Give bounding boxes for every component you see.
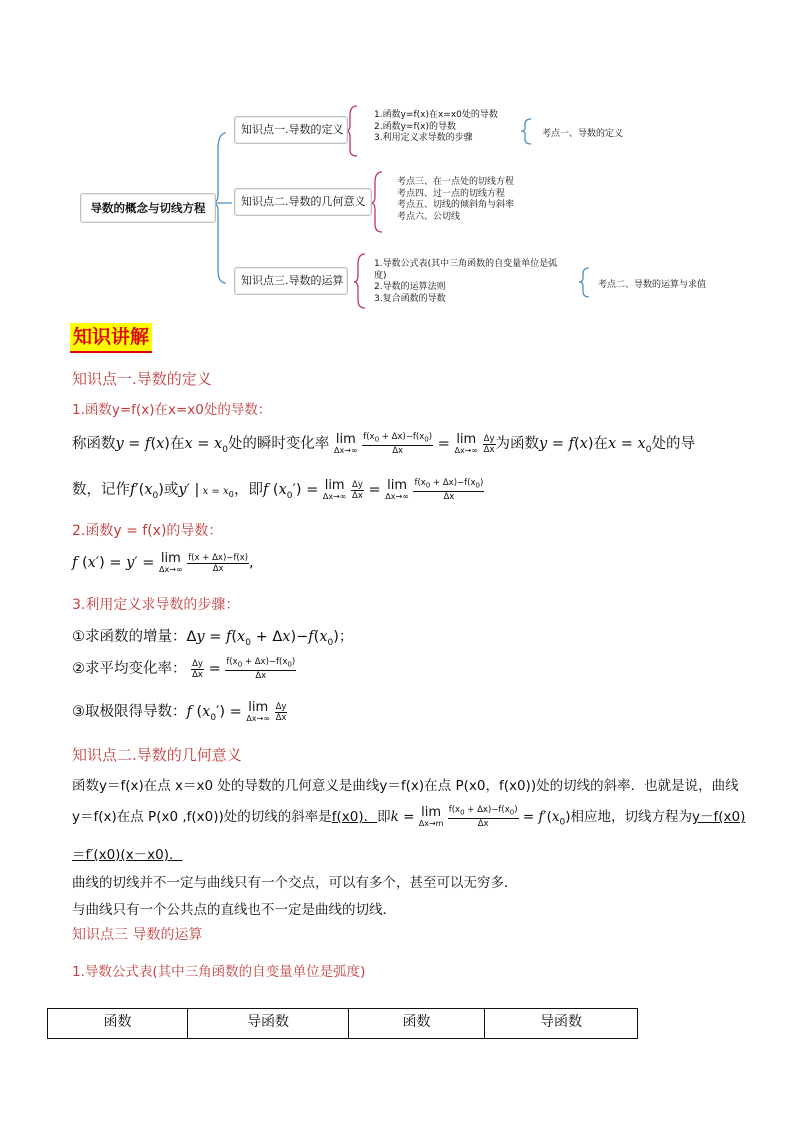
list-item: 考点五、切线的倾斜角与斜率	[397, 200, 515, 210]
kp1-definition-line2: 数，记作$f'(x_0)$或y′ | $x = x_0$，即f $(x_0') = \lim$ Δx→∞ $\frac{\Delta y}{\Delta x}$ = lim Δx→∞ $\frac{f(x_0 + \Delta x)-f(x_0)}{\Delta x}$	[72, 478, 484, 502]
section-heading: 知识讲解	[70, 323, 152, 353]
mindmap-branch-1: 知识点一.导数的定义	[234, 116, 348, 144]
table-header-function-1: 函数	[48, 1009, 188, 1039]
list-item: 1.导数公式表(其中三角函数的自变量单位是弧	[374, 259, 558, 269]
kp1-step3: ③取极限得导数：f $(x_0') = \lim$ Δx→∞ $\frac{\Delta y}{\Delta x}$	[72, 700, 287, 723]
table-header-function-2: 函数	[349, 1009, 485, 1039]
kp2-line5: 与曲线只有一个公共点的直线也不一定是曲线的切线．	[72, 902, 396, 918]
table-row	[48, 1009, 638, 1039]
kp1-step2: ②求平均变化率： $\frac{\Delta y}{\Delta x}$ = $\frac{f(x_0 + \Delta x)-f(x_0)}{\Delta x}$	[72, 657, 296, 681]
kp2-line1: 函数y＝f(x)在点 x＝x0 处的导数的几何意义是曲线y＝f(x)在点 P(x0，f(x0))处的切线的斜率．也就是说，曲线	[72, 778, 739, 794]
mindmap-branch-3-items	[374, 259, 557, 305]
table-header-derivative-2: 导函数	[485, 1009, 638, 1039]
list-item: 1.函数y=f(x)在x=x0处的导数	[374, 110, 498, 120]
kp1-sub2: 2.函数y = f(x)的导数：	[72, 523, 223, 539]
kp1-sub1: 1.函数y=f(x)在x=x0处的导数：	[72, 402, 272, 418]
kp2-title: 知识点二.导数的几何意义	[72, 746, 242, 764]
list-item: 度)	[374, 270, 387, 281]
mindmap-kaodian-2: 考点二、导数的运算与求值	[598, 280, 707, 290]
kp1-step1: ①求函数的增量：$\Delta y = f(x_0 + \Delta x)-f(x_0)$；	[72, 629, 354, 648]
list-item: 3.利用定义求导数的步骤	[374, 133, 473, 143]
kp2-line2: y＝f(x)在点 P(x0 ,f(x0))处的切线的斜率是f(x0)．即k = lim Δx→m $\frac{f(x_0 + \Delta x)-f(x_0)}{\Delta x}$ = $f'(x_0)$相应地，切线方程为y－f(x0)	[72, 805, 746, 829]
list-item: 3.复合函数的导数	[374, 293, 446, 304]
list-item: 考点三、在一点处的切线方程	[397, 177, 515, 187]
mindmap-branch-2-items	[397, 177, 514, 223]
list-item: 2.导数的运算法则	[374, 282, 446, 292]
kp2-line3: ＝f′(x0)(x－x0)．	[72, 847, 183, 863]
list-item: 考点四、过一点的切线方程	[397, 188, 506, 199]
mindmap-kaodian-1: 考点一、导数的定义	[542, 129, 624, 139]
kp3-title: 知识点三 导数的运算	[72, 927, 203, 943]
kp1-sub3: 3.利用定义求导数的步骤：	[72, 597, 240, 613]
kp1-definition-line1: 称函数y = f(x)在$x = x_0$处的瞬时变化率 lim Δx→∞ $\frac{f(x_0 + \Delta x)-f(x_0)}{\Delta x}$ = lim Δx→∞ $\frac{\Delta y}{\Delta x}$ 为函数y = f(x)在$x = x_0$处的导	[72, 432, 695, 456]
kp1-title: 知识点一.导数的定义	[72, 370, 212, 388]
mindmap-branch-1-items	[374, 110, 498, 145]
mindmap-root: 导数的概念与切线方程	[80, 193, 216, 223]
list-item: 考点六、公切线	[397, 211, 461, 222]
list-item: 2.函数y=f(x)的导数	[374, 121, 456, 132]
derivative-table	[47, 1008, 638, 1039]
table-header-derivative-1: 导函数	[188, 1009, 349, 1039]
kp1-derivative-formula: f (x′) = y′ = lim Δx→∞ $\frac{f(x + \Delta x)-f(x)}{\Delta x}$ ,	[72, 551, 254, 574]
mindmap-branch-2: 知识点二.导数的几何意义	[234, 188, 372, 216]
mindmap-branch-3: 知识点三.导数的运算	[234, 267, 348, 295]
kp3-sub1: 1.导数公式表(其中三角函数的自变量单位是弧度)	[72, 964, 366, 980]
kp2-line4: 曲线的切线并不一定与曲线只有一个交点，可以有多个，甚至可以无穷多．	[72, 875, 518, 891]
